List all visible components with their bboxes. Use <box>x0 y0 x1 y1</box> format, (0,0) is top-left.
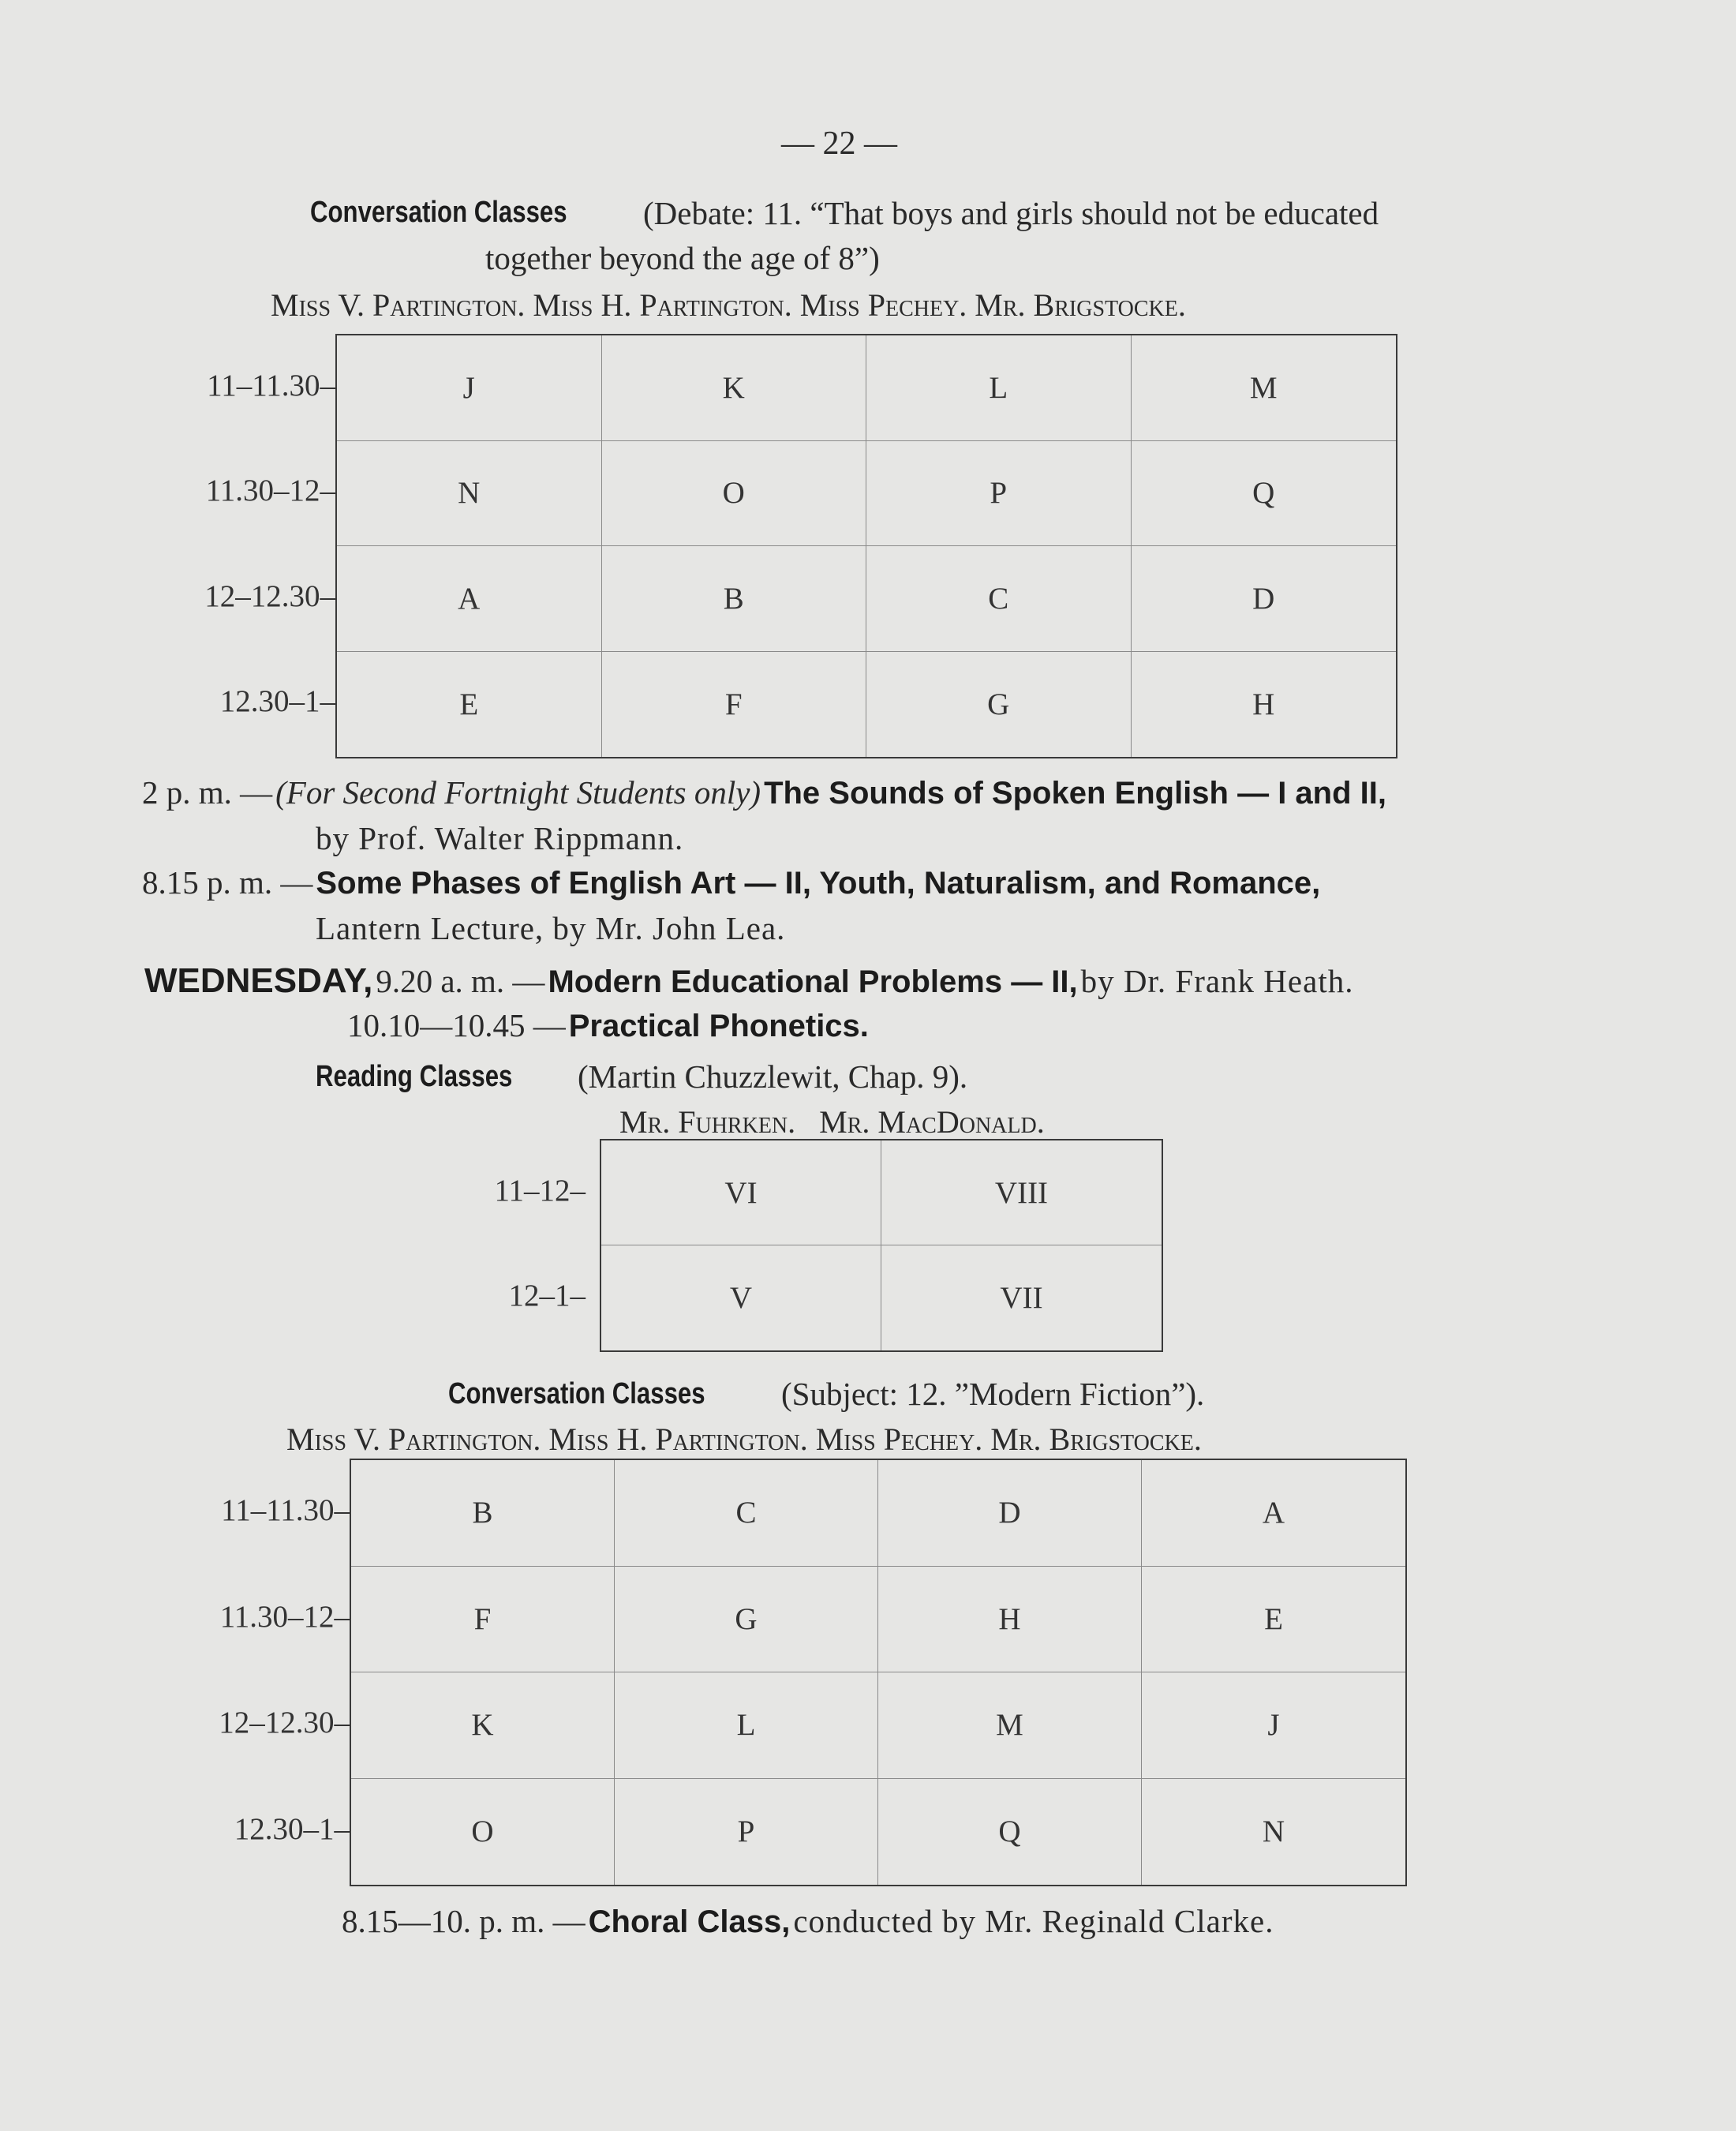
timetable-cell: D <box>1132 546 1397 652</box>
section1-subtitle-line2: together beyond the age of 8”) <box>485 240 880 276</box>
timetable-cell: O <box>602 441 867 547</box>
timetable-cell: A <box>1142 1460 1405 1567</box>
lecture1-line <box>142 773 1386 811</box>
time-slot-label: 12–12.30– <box>219 1706 350 1740</box>
section1-heading <box>310 196 623 230</box>
choral-time: 8.15—10. p. m. — <box>342 1903 586 1939</box>
time-slot-label: 11–11.30– <box>207 368 335 403</box>
wednesday-title: Modern Educational Problems — II, <box>548 964 1078 999</box>
lecture1-byline: by Prof. Walter Rippmann. <box>316 820 684 856</box>
time-slot-label: 11.30–12– <box>205 474 335 508</box>
reading-teachers: Mr. Fuhrken. Mr. MacDonald. <box>619 1104 1045 1140</box>
timetable-cell: P <box>866 441 1132 547</box>
lecture2-time: 8.15 p. m. — <box>142 864 313 901</box>
lecture1-title: The Sounds of Spoken English — I and II, <box>764 776 1386 811</box>
time-slot-label: 12.30–1– <box>219 684 335 719</box>
timetable-cell: O <box>351 1779 615 1886</box>
time-slot-label: 12.30–1– <box>234 1811 350 1846</box>
section1-teachers: Miss V. Partington. Miss H. Partington. Miss Pechey. Mr. Brigstocke. <box>271 287 1186 323</box>
wednesday-line <box>144 961 1353 1001</box>
timetable-cell: D <box>878 1460 1142 1567</box>
section2-teachers: Miss V. Partington. Miss H. Partington. Miss Pechey. Mr. Brigstocke. <box>286 1421 1202 1457</box>
wednesday-time: 9.20 a. m. — <box>376 963 545 999</box>
timetable-cell: J <box>337 335 602 441</box>
timetable-cell: Q <box>1132 441 1397 547</box>
timetable-cell: L <box>866 335 1132 441</box>
timetable-cell: Q <box>878 1779 1142 1886</box>
timetable-cell: M <box>1132 335 1397 441</box>
reading-timetable <box>600 1139 1163 1352</box>
phonetics-time: 10.10—10.45 — <box>347 1007 566 1043</box>
timetable-cell: L <box>615 1672 878 1779</box>
timetable-cell: C <box>866 546 1132 652</box>
reading-subtitle: (Martin Chuzzlewit, Chap. 9). <box>578 1058 968 1095</box>
time-slot-label: 11–12– <box>494 1173 586 1208</box>
section2-title: Conversation Classes <box>448 1377 705 1410</box>
wednesday-byline: by Dr. Frank Heath. <box>1080 963 1354 999</box>
reading-title: Reading Classes <box>316 1060 513 1093</box>
page-number: — 22 — <box>781 125 897 162</box>
timetable-cell: H <box>1252 687 1275 721</box>
timetable-cell: V <box>601 1245 881 1350</box>
timetable-cell: K <box>351 1672 615 1779</box>
timetable-cell: G <box>866 652 1132 758</box>
timetable-cell: M <box>878 1672 1142 1779</box>
timetable-cell: VIII <box>881 1140 1162 1245</box>
timetable-cell: B <box>602 546 867 652</box>
section2-timetable <box>350 1459 1407 1886</box>
timetable-cell: B <box>351 1460 615 1567</box>
timetable-cell: E <box>337 652 602 758</box>
timetable-cell: J <box>1142 1672 1405 1779</box>
lecture1-note: (For Second Fortnight Students only) <box>275 774 761 811</box>
lecture2-title: Some Phases of English Art — II, Youth, Naturalism, and Romance, <box>316 866 1321 901</box>
choral-byline: conducted by Mr. Reginald Clarke. <box>793 1903 1274 1939</box>
section1-subtitle-line1: (Debate: 11. “That boys and girls should not be educated <box>643 195 1379 231</box>
time-slot-label: 11.30–12– <box>219 1599 350 1634</box>
phonetics-title: Practical Phonetics. <box>568 1009 869 1043</box>
timetable-cell: G <box>615 1567 878 1673</box>
choral-line <box>342 1902 1274 1940</box>
section2-heading <box>448 1377 761 1411</box>
lecture1-time: 2 p. m. — <box>142 774 273 811</box>
section2-subtitle: (Subject: 12. ”Modern Fiction”). <box>781 1376 1205 1412</box>
phonetics-line <box>347 1006 869 1044</box>
lecture2-byline: Lantern Lecture, by Mr. John Lea. <box>316 910 786 946</box>
lecture2-line <box>142 863 1320 901</box>
time-slot-label: 12–1– <box>508 1278 586 1313</box>
choral-title: Choral Class, <box>588 1904 791 1939</box>
timetable-cell: F <box>351 1567 615 1673</box>
timetable-cell: N <box>1262 1815 1285 1849</box>
time-slot-label: 12–12.30– <box>204 579 335 613</box>
timetable-cell: E <box>1142 1567 1405 1673</box>
timetable-cell: H <box>878 1567 1142 1673</box>
timetable-cell: C <box>615 1460 878 1567</box>
timetable-cell: F <box>602 652 867 758</box>
timetable-cell: A <box>337 546 602 652</box>
timetable-cell: P <box>615 1779 878 1886</box>
wednesday-day: WEDNESDAY, <box>144 961 373 1000</box>
reading-heading <box>316 1060 556 1094</box>
timetable-cell: VI <box>601 1140 881 1245</box>
section1-timetable <box>335 334 1397 758</box>
timetable-cell: N <box>337 441 602 547</box>
timetable-cell: K <box>602 335 867 441</box>
section1-title: Conversation Classes <box>310 196 567 229</box>
timetable-cell: VII <box>1000 1281 1043 1315</box>
time-slot-label: 11–11.30– <box>221 1493 350 1528</box>
